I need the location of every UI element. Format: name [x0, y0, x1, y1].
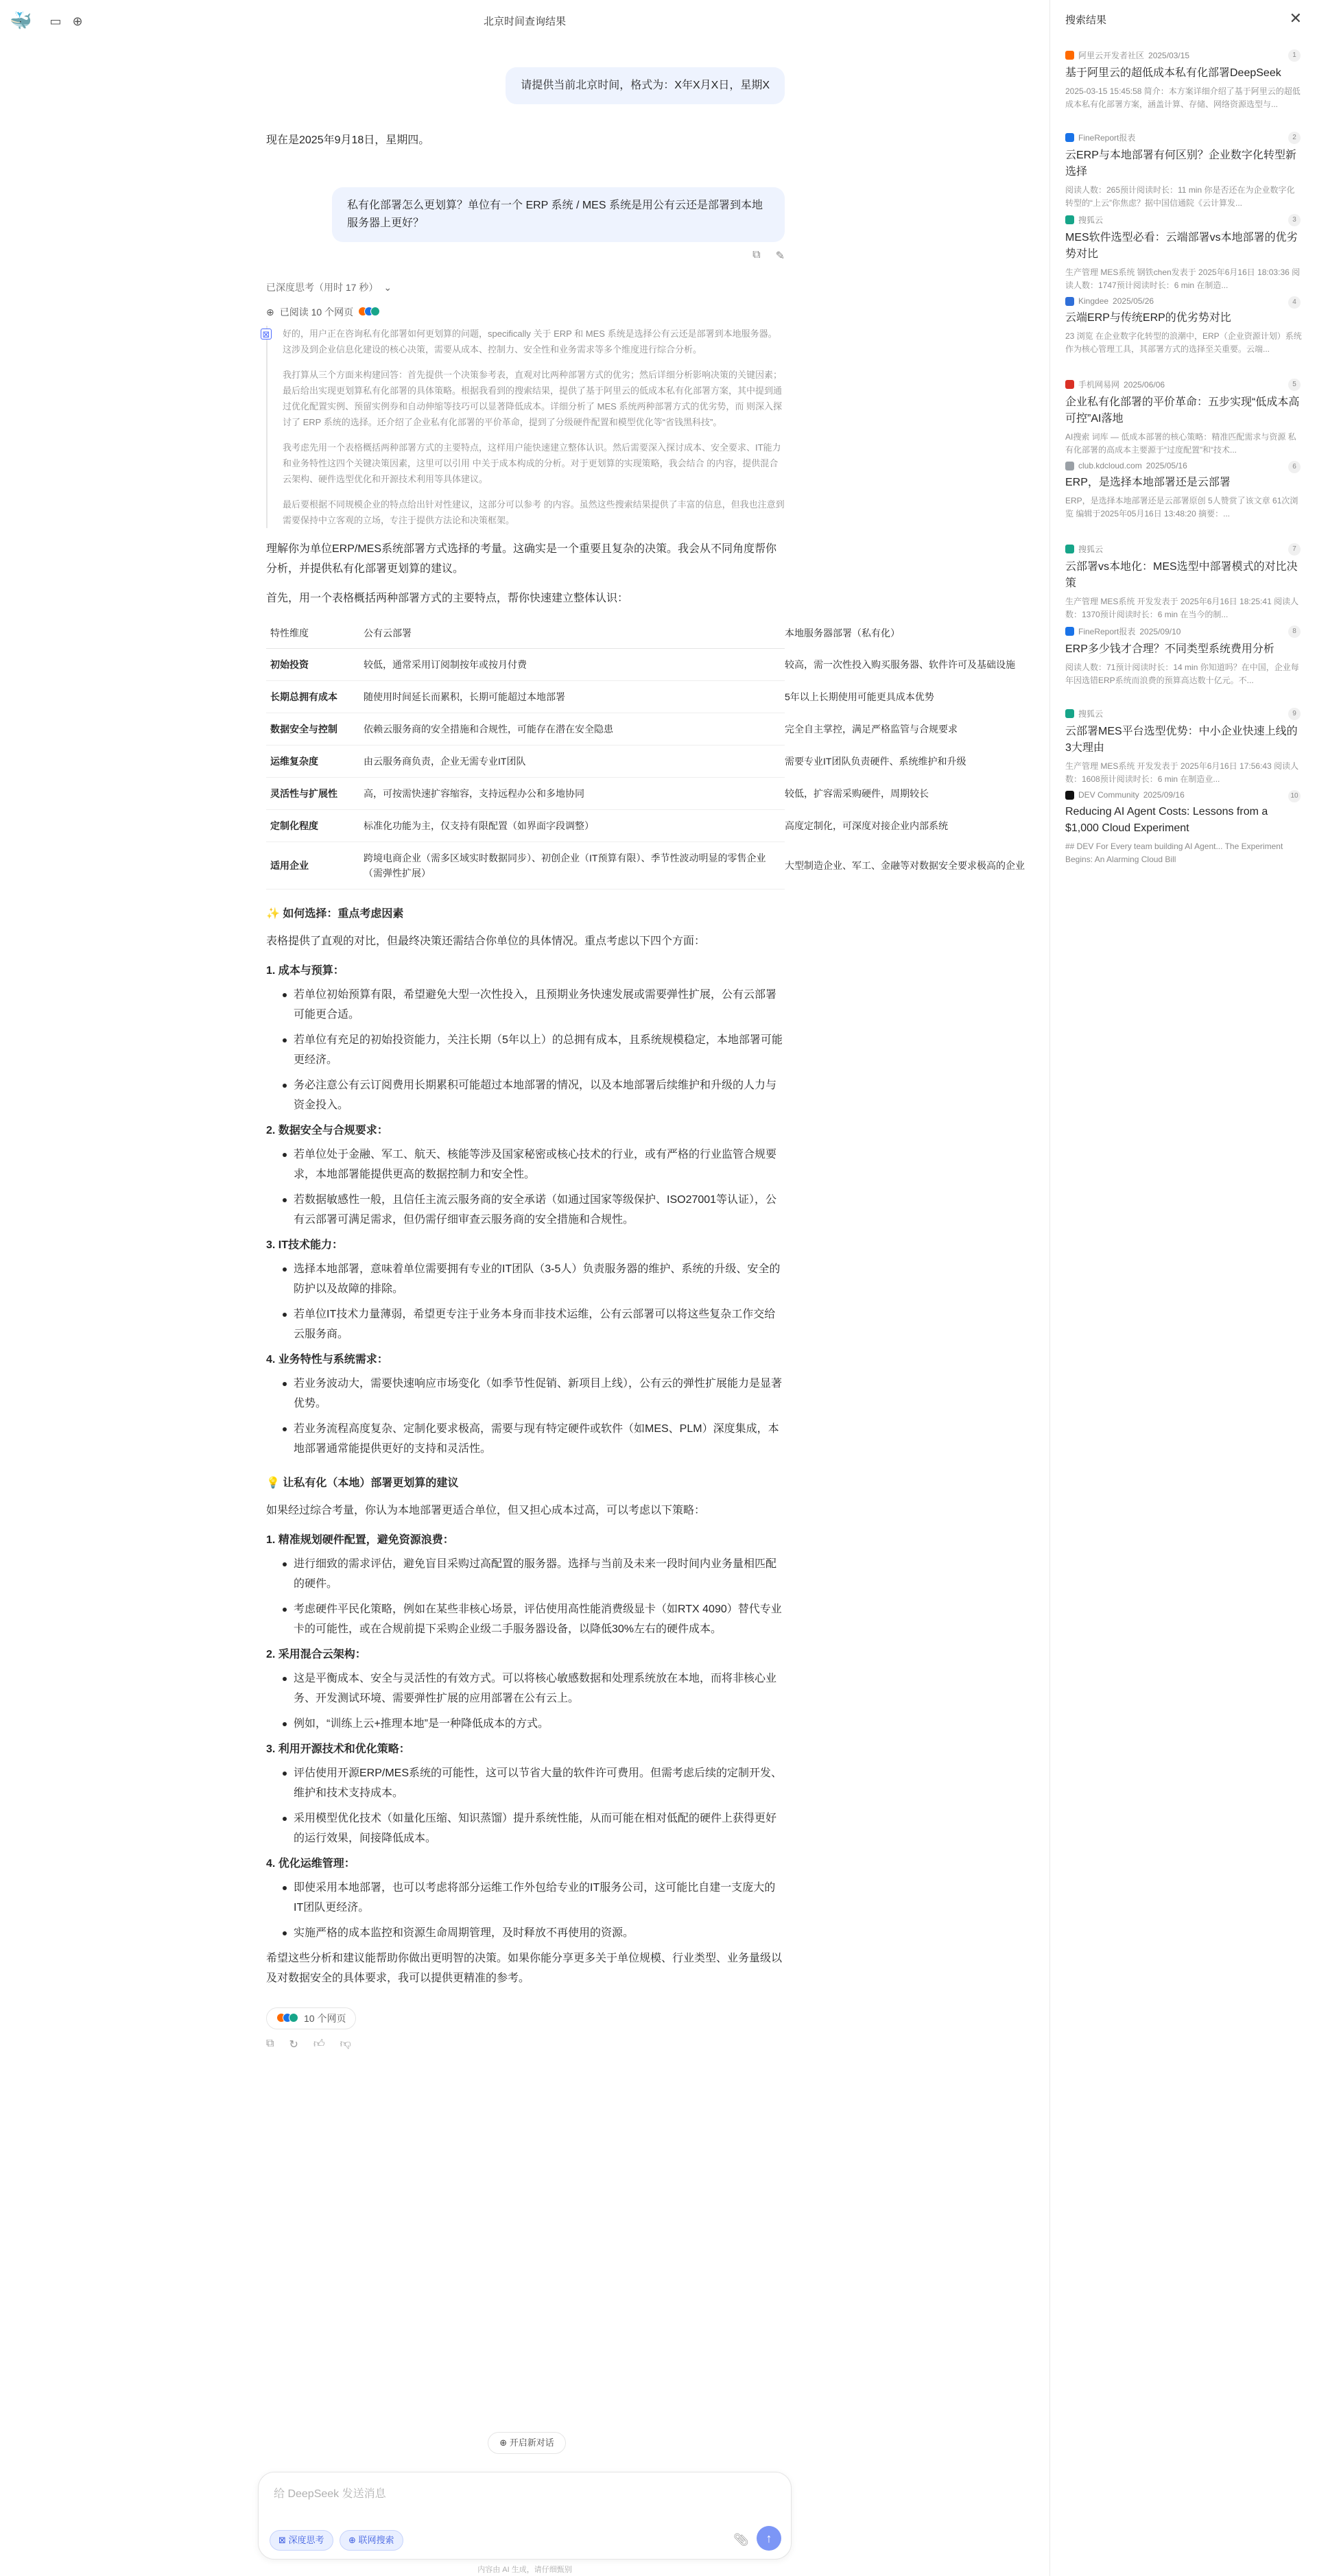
user-message-tools: [266, 249, 785, 263]
thinking-paragraph: 最后要根据不同规模企业的特点给出针对性建议，这部分可以参考 的内容。虽然这些搜索结果提供了丰富的信息，但我也注意到需要保持中立客观的立场，专注于提供方法论和决策框架。: [283, 499, 785, 525]
list-item: [266, 1645, 785, 1734]
list-title: 2. 采用混合云架构：: [266, 1649, 366, 1660]
site-favicon-icon: [1065, 297, 1074, 306]
source-favicons: [276, 2013, 298, 2025]
site-favicon-icon: [1065, 709, 1074, 718]
list-item: [266, 1235, 785, 1344]
result-meta: [1065, 214, 1302, 226]
favicon-icon: [289, 2013, 298, 2023]
table-cell: 较低，通常采用订阅制按年或按月付费: [359, 649, 781, 681]
result-title[interactable]: 云端ERP与传统ERP的优劣势对比: [1065, 312, 1231, 324]
result-date: 2025/09/10: [1139, 626, 1181, 636]
result-meta: [1065, 708, 1302, 719]
section-intro: 表格提供了直观的对比，但最终决策还需结合你单位的具体情况。重点考虑以下四个方面：: [266, 935, 706, 947]
result-snippet: 23 浏览 在企业数字化转型的浪潮中，ERP（企业资源计划）系统作为核心管理工具，其部署方式的选择至关重要。云端...: [1065, 331, 1302, 354]
attachment-icon[interactable]: 📎︎: [733, 2533, 749, 2547]
bullet-item: 若单位有充足的初始投资能力，关注长期（5年以上）的总拥有成本，且系统规模稳定，本地部署可能更经济。: [281, 1030, 785, 1070]
list-item: [266, 961, 785, 1115]
result-meta: [1065, 790, 1302, 800]
section-intro: 如果经过综合考量，你认为本地部署更适合单位，但又担心成本过高，可以考虑以下策略：: [266, 1505, 706, 1516]
thinking-label: 已深度思考（用时 17 秒）: [266, 282, 379, 293]
regenerate-icon[interactable]: ↻: [289, 2039, 298, 2051]
result-title[interactable]: MES软件选型必看：云端部署vs本地部署的优劣势对比: [1065, 232, 1298, 260]
result-snippet: ERP，是选择本地部署还是云部署原创 5人赞赏了该文章 61次浏览 编辑于2025年05月16日 13:48:20 摘要：...: [1065, 496, 1298, 518]
thumbs-down-icon[interactable]: 👎︎: [340, 2038, 351, 2050]
result-snippet: 阅读人数：265预计阅读时长：11 min 你是否还在为企业数字化转型的“上云”你焦虑？据中国信通院《云计算发...: [1065, 185, 1295, 208]
table-cell: 运维复杂度: [266, 746, 359, 778]
user-message: 私有化部署怎么更划算？单位有一个 ERP 系统 / MES 系统是用公有云还是部署到本地服务器上更好？: [332, 187, 785, 242]
search-result-item[interactable]: [1050, 285, 1317, 368]
chevron-down-icon: ⌄: [383, 281, 392, 293]
panel-title: 搜索结果: [1065, 14, 1107, 26]
result-site: 阿里云开发者社区: [1078, 51, 1145, 60]
table-cell: 高度定制化，可深度对接企业内部系统: [781, 810, 785, 842]
site-favicon-icon: [1065, 51, 1074, 60]
message-composer: [258, 2472, 792, 2560]
result-snippet: 阅读人数：71预计阅读时长：14 min 你知道吗？在中国，企业每年因选错ERP系统而浪费的预算高达数十亿元。不...: [1065, 663, 1299, 685]
result-title[interactable]: 云ERP与本地部署有何区别？企业数字化转型新选择: [1065, 150, 1296, 178]
table-header-row: [266, 618, 785, 649]
result-meta: [1065, 625, 1302, 637]
list-title: 4. 优化运维管理：: [266, 1858, 355, 1870]
table-cell: 较高，需一次性投入购买服务器、软件许可及基础设施: [781, 649, 785, 681]
send-button[interactable]: [757, 2526, 781, 2551]
result-snippet: 生产管理 MES系统 钢铁chen发表于 2025年6月16日 18:03:36 阅读人数：1747预计阅读时长：6 min 在制造...: [1065, 267, 1301, 290]
page-title: 北京时间查询结果: [483, 16, 566, 27]
sources-chip[interactable]: [266, 2007, 356, 2029]
top-bar: [0, 0, 1049, 41]
sidebar-toggle-icon[interactable]: ▭: [49, 14, 62, 28]
factor-list: [266, 961, 785, 1459]
table-cell: 数据安全与控制: [266, 713, 359, 746]
table-cell: 定制化程度: [266, 810, 359, 842]
bullet-item: 若单位IT技术力量薄弱，希望更专注于业务本身而非技术运维，公有云部署可以将这些复杂工作交给云服务商。: [281, 1304, 785, 1344]
ai-disclaimer: 内容由 AI 生成，请仔细甄别: [477, 2566, 572, 2574]
panel-header: [1050, 0, 1317, 38]
bullet-item: 若单位处于金融、军工、航天、核能等涉及国家秘密或核心技术的行业，或有严格的行业监管合规要求，本地部署能提供更高的数据控制力和安全性。: [281, 1145, 785, 1184]
comparison-table: [266, 618, 1025, 890]
table-cell: 依赖云服务商的安全措施和合规性，可能存在潜在安全隐患: [359, 713, 781, 746]
bullet-item: 选择本地部署，意味着单位需要拥有专业的IT团队（3-5人）负责服务器的维护、系统的升级、安全的防护以及故障的排除。: [281, 1259, 785, 1299]
table-cell: 高，可按需快速扩容缩容，支持远程办公和多地协同: [359, 778, 781, 810]
bullet-item: 务必注意公有云订阅费用长期累积可能超过本地部署的情况，以及本地部署后续维护和升级的人力与资金投入。: [281, 1075, 785, 1115]
bullet-item: 若单位初始预算有限，希望避免大型一次性投入，且预期业务快速发展或需要弹性扩展，公有云部署可能更合适。: [281, 985, 785, 1025]
edit-icon[interactable]: ✎: [775, 250, 785, 262]
result-date: 2025/06/06: [1124, 379, 1165, 390]
globe-icon: ⊕: [266, 306, 274, 318]
new-chat-icon: ⊕: [499, 2437, 510, 2448]
result-snippet: 2025-03-15 15:45:58 简介：本方案详细介绍了基于阿里云的超低成本私有化部署方案，涵盖计算、存储、网络资源选型与...: [1065, 86, 1301, 109]
bullet-item: 考虑硬件平民化策略，例如在某些非核心场景，评估使用高性能消费级显卡（如RTX 4090）替代专业卡的可能性，或在合规前提下采购企业级二手服务器设备，以降低30%左右的硬件成本。: [281, 1599, 785, 1639]
copy-icon[interactable]: ⧉: [752, 249, 761, 261]
bullet-item: 采用模型优化技术（如量化压缩、知识蒸馏）提升系统性能，从而可能在相对低配的硬件上获得更好的运行效果，间接降低成本。: [281, 1809, 785, 1848]
list-item: [266, 1121, 785, 1230]
new-chat-label: 开启新对话: [509, 2437, 554, 2448]
user-message: 请提供当前北京时间，格式为：X年X月X日，星期X: [506, 67, 785, 104]
list-title: 1. 精准规划硬件配置，避免资源浪费：: [266, 1534, 454, 1546]
list-item: [266, 1739, 785, 1848]
table-cell: 随使用时间延长而累积，长期可能超过本地部署: [359, 681, 781, 713]
bullet-item: 进行细致的需求评估，避免盲目采购过高配置的服务器。选择与当前及未来一段时间内业务量相匹配的硬件。: [281, 1554, 785, 1594]
table-cell: 需要专业IT团队负责硬件、系统维护和升级: [781, 746, 785, 778]
globe-icon: ⊕: [348, 2535, 359, 2545]
result-index: 6: [1288, 461, 1301, 473]
result-date: 2025/09/16: [1143, 790, 1185, 800]
search-result-item[interactable]: [1050, 450, 1317, 532]
search-result-item[interactable]: [1050, 203, 1317, 290]
result-index: 1: [1288, 49, 1301, 62]
deep-think-toggle[interactable]: [270, 2530, 333, 2551]
table-row: [266, 842, 785, 890]
deep-think-icon: ⊠: [278, 2535, 289, 2545]
thinking-paragraph: 好的，用户正在咨询私有化部署如何更划算的问题，specifically 关于 ERP 和 MES 系统是选择公有云还是部署到本地服务器。这涉及到企业信息化建设的核心决策，需要从成本、控制力、安全性和业务需求等多个维度进行综合分析。: [283, 329, 777, 355]
tips-list: [266, 1530, 785, 1943]
answer-intro: 首先，用一个表格概括两种部署方式的主要特点，帮你快速建立整体认识：: [266, 593, 629, 604]
result-title[interactable]: ERP，是选择本地部署还是云部署: [1065, 477, 1231, 488]
result-date: 2025/03/15: [1148, 50, 1190, 60]
table-cell: 较低，扩容需采购硬件，周期较长: [781, 778, 785, 810]
result-index: 5: [1288, 379, 1301, 391]
result-date: 2025/05/16: [1146, 461, 1187, 470]
result-site: 搜狐云: [1078, 545, 1104, 554]
table-cell: 由云服务商负责，企业无需专业IT团队: [359, 746, 781, 778]
result-index: 3: [1288, 214, 1301, 226]
list-item: [266, 1350, 785, 1459]
result-site: FineReport报表: [1078, 133, 1136, 143]
site-favicon-icon: [1065, 380, 1074, 389]
list-item: [266, 1530, 785, 1639]
web-search-toggle[interactable]: [340, 2530, 403, 2551]
result-meta: [1065, 543, 1302, 555]
result-title[interactable]: 云部署vs本地化：MES选型中部署模式的对比决策: [1065, 561, 1298, 589]
table-cell: 长期总拥有成本: [266, 681, 359, 713]
result-title[interactable]: 基于阿里云的超低成本私有化部署DeepSeek: [1065, 67, 1281, 79]
section-heading: ✨ 如何选择：重点考虑因素: [266, 908, 404, 920]
search-result-item[interactable]: [1050, 697, 1317, 784]
web-search-label: 联网搜索: [358, 2535, 394, 2545]
list-title: 4. 业务特性与系统需求：: [266, 1354, 388, 1365]
table-cell: 完全自主掌控，满足严格监管与合规要求: [781, 713, 785, 746]
result-site: 手机网易网: [1078, 380, 1120, 390]
result-snippet: 生产管理 MES系统 开发发表于 2025年6月16日 18:25:41 阅读人数：1370预计阅读时长：6 min 在当今的制...: [1065, 597, 1299, 619]
site-favicon-icon: [1065, 133, 1074, 142]
closing-paragraph: 希望这些分析和建议能帮助你做出更明智的决策。如果你能分享更多关于单位规模、行业类型、业务量级以及对数据安全的具体要求，我可以提供更精准的参考。: [266, 1953, 783, 1984]
table-cell: 标准化功能为主，仅支持有限配置（如界面字段调整）: [359, 810, 781, 842]
bullet-item: 即使采用本地部署，也可以考虑将部分运维工作外包给专业的IT服务公司，这可能比自建一支庞大的IT团队更经济。: [281, 1878, 785, 1918]
result-site: FineReport报表: [1078, 627, 1136, 636]
table-row: [266, 681, 785, 713]
assistant-message: 现在是2025年9月18日，星期四。: [266, 134, 430, 146]
deepseek-logo-icon[interactable]: 🐳: [10, 10, 32, 31]
table-header: 本地服务器部署（私有化）: [781, 618, 785, 649]
result-index: 9: [1288, 708, 1301, 720]
thinking-toggle[interactable]: [266, 276, 392, 298]
site-favicon-icon: [1065, 627, 1074, 636]
search-result-item[interactable]: [1050, 368, 1317, 455]
search-results-panel: [1049, 0, 1317, 2576]
result-meta: [1065, 132, 1302, 143]
chat-thread: [262, 41, 1025, 2065]
table-row: [266, 778, 785, 810]
result-index: 7: [1288, 543, 1301, 556]
result-meta: [1065, 379, 1302, 390]
table-header: 特性维度: [266, 618, 359, 649]
site-favicon-icon: [1065, 462, 1074, 470]
bullet-item: 评估使用开源ERP/MES系统的可能性，这可以节省大量的软件许可费用。但需考虑后续的定制开发、维护和技术支持成本。: [281, 1763, 785, 1803]
result-date: 2025/05/26: [1113, 296, 1154, 306]
thinking-icon: ⊠: [261, 329, 272, 339]
search-status-label: 已阅读 10 个网页: [279, 307, 354, 318]
message-input[interactable]: [274, 2485, 774, 2512]
deep-think-label: 深度思考: [288, 2535, 324, 2545]
result-meta: [1065, 49, 1302, 61]
table-cell: 灵活性与扩展性: [266, 778, 359, 810]
result-site: club.kdcloud.com: [1078, 461, 1142, 470]
result-index: 2: [1288, 132, 1301, 144]
table-row: [266, 713, 785, 746]
result-title[interactable]: ERP多少钱才合理？不同类型系统费用分析: [1065, 643, 1274, 655]
answer-intro: 理解你为单位ERP/MES系统部署方式选择的考量。这确实是一个重要且复杂的决策。我会从不同角度帮你分析，并提供私有化部署更划算的建议。: [266, 543, 777, 575]
copy-icon[interactable]: ⧉: [266, 2038, 274, 2049]
result-site: Kingdee: [1078, 296, 1109, 306]
list-item: [266, 1854, 785, 1943]
result-snippet: AI搜索 词库 — 低成本部署的核心策略：精准匹配需求与资源 私有化部署的高成本主要源于“过度配置”和“技术...: [1065, 432, 1296, 455]
bullet-item: 若数据敏感性一般，且信任主流云服务商的安全承诺（如通过国家等级保护、ISO27001等认证），公有云部署可满足需求，但仍需仔细审查云服务商的安全措施和合规性。: [281, 1190, 785, 1230]
result-site: 搜狐云: [1078, 709, 1104, 719]
result-site: DEV Community: [1078, 790, 1139, 800]
bullet-item: 例如，“训练上云+推理本地”是一种降低成本的方式。: [281, 1714, 785, 1734]
result-title[interactable]: 云部署MES平台选型优势：中小企业快速上线的3大理由: [1065, 726, 1298, 754]
thinking-block: [262, 326, 785, 528]
table-cell: 初始投资: [266, 649, 359, 681]
site-favicon-icon: [1065, 215, 1074, 224]
bullet-item: 这是平衡成本、安全与灵活性的有效方式。可以将核心敏感数据和处理系统放在本地，而将非核心业务、开发测试环境、需要弹性扩展的应用部署在公有云上。: [281, 1669, 785, 1708]
assistant-message-tools: [266, 2038, 785, 2051]
result-index: 10: [1288, 790, 1301, 802]
favicon-icon: [370, 307, 380, 316]
results-list: [1050, 38, 1317, 864]
site-favicon-icon: [1065, 791, 1074, 800]
table-cell: 跨境电商企业（需多区域实时数据同步）、初创企业（IT预算有限）、季节性波动明显的零售企业（需弹性扩展）: [359, 842, 781, 890]
new-chat-button[interactable]: [488, 2432, 566, 2454]
arrow-up-icon: ↑: [766, 2531, 772, 2545]
list-title: 2. 数据安全与合规要求：: [266, 1125, 388, 1136]
result-snippet: ## DEV For Every team building AI Agent... The Experiment Begins: An Alarming Cloud Bill: [1065, 842, 1283, 864]
result-meta: [1065, 461, 1302, 470]
search-result-item[interactable]: [1050, 532, 1317, 619]
table-header: 公有云部署: [359, 618, 781, 649]
table-row: [266, 649, 785, 681]
new-chat-icon[interactable]: ⊕: [72, 14, 83, 28]
result-title[interactable]: Reducing AI Agent Costs: Lessons from a $1,000 Cloud Experiment: [1065, 806, 1268, 834]
result-title[interactable]: 企业私有化部署的平价革命：五步实现“低成本高可控”AI落地: [1065, 396, 1300, 425]
sources-label: 10 个网页: [304, 2013, 346, 2024]
table-cell: 大型制造企业、军工、金融等对数据安全要求极高的企业: [781, 842, 785, 890]
site-favicon-icon: [1065, 545, 1074, 553]
list-title: 3. IT技术能力：: [266, 1239, 344, 1251]
table-cell: 适用企业: [266, 842, 359, 890]
close-icon[interactable]: ✕: [1289, 10, 1302, 27]
bullet-item: 若业务流程高度复杂、定制化要求极高，需要与现有特定硬件或软件（如MES、PLM）深度集成，本地部署通常能提供更好的支持和灵活性。: [281, 1419, 785, 1459]
search-result-item[interactable]: [1050, 121, 1317, 208]
search-result-item[interactable]: [1050, 779, 1317, 864]
thumbs-up-icon[interactable]: 👍︎: [313, 2038, 325, 2050]
bullet-item: 实施严格的成本监控和资源生命周期管理，及时释放不再使用的资源。: [281, 1923, 785, 1943]
thinking-paragraph: 我打算从三个方面来构建回答：首先提供一个决策参考表，直观对比两种部署方式的优劣；然后详细分析影响决策的关键因素；最后给出实现更划算私有化部署的具体策略。根据我看到的搜索结果，提供了基于阿里云的低成本私有化部署方案，其中提到通过优化配置实例、预留实例券和自动伸缩等技巧可以显著降低成本。详细分析了 MES 系统两种部署方式的优劣势，而 则深入探讨了 ERP 系统的选择。还介绍了企业私有化部署的平价革命，提到了分级硬件配置和模型优化等“省钱黑科技”。: [283, 370, 783, 427]
source-favicons: [361, 307, 380, 318]
result-snippet: 生产管理 MES系统 开发发表于 2025年6月16日 17:56:43 阅读人数：1608预计阅读时长：6 min 在制造业...: [1065, 761, 1299, 784]
list-title: 3. 利用开源技术和优化策略：: [266, 1743, 410, 1755]
result-index: 8: [1288, 625, 1301, 638]
result-index: 4: [1288, 296, 1301, 309]
search-status[interactable]: [266, 305, 785, 319]
table-cell: 5年以上长期使用可能更具成本优势: [781, 681, 785, 713]
result-meta: [1065, 296, 1302, 306]
section-heading: 💡 让私有化（本地）部署更划算的建议: [266, 1477, 459, 1489]
search-result-item[interactable]: [1050, 615, 1317, 697]
result-site: 搜狐云: [1078, 215, 1104, 225]
search-result-item[interactable]: [1050, 38, 1317, 121]
thinking-paragraph: 我考虑先用一个表格概括两种部署方式的主要特点，这样用户能快速建立整体认识。然后需要深入探讨成本、安全要求、IT能力和业务特性这四个关键决策因素，这里可以引用 中关于成本构成的分析。对于更划算的实现策略，我会结合 的内容，提供混合云架构、硬件选型优化和开源技术利用等具体建议。: [283, 442, 781, 484]
table-row: [266, 810, 785, 842]
bullet-item: 若业务波动大，需要快速响应市场变化（如季节性促销、新项目上线），公有云的弹性扩展能力是显著优势。: [281, 1374, 785, 1414]
table-row: [266, 746, 785, 778]
list-title: 1. 成本与预算：: [266, 965, 344, 977]
